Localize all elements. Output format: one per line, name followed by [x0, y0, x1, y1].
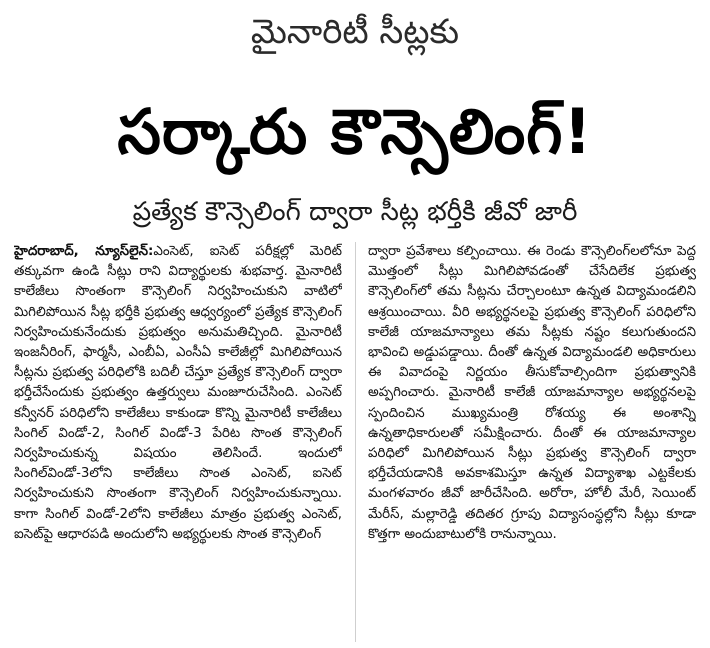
kicker-headline: మైనారిటీ సీట్లకు	[250, 12, 460, 52]
article-column-right	[368, 242, 696, 642]
column-right-text: ద్వారా ప్రవేశాలు కల్పించాయి. ఈ రెండు కౌన్సెలింగ్‌లలోనూ పెద్ద మొత్తంలో సీట్లు మిగిలిపోవడంతో చేసేదిలేక ప్రభుత్వ కౌన్సెలింగ్‌లో తమ సీట్లను చేర్చాలంటూ ఉన్నత విద్యామండలిని ఆశ్రయించాయి. వీరి అభ్యర్థనలపై ప్రభుత్వ కౌన్సెలింగ్ పరిధిలోని కాలేజీ యాజమాన్యాలు తమ సీట్లకు నష్టం కలుగుతుందని భావించి అడ్డుపడ్డాయి. దీంతో ఉన్నత విద్యామండలి అధికారులు ఈ వివాదంపై నిర్ణయం తీసుకోవాల్సిందిగా ప్రభుత్వానికి అప్పగించారు. మైనారిటీ కాలేజీ యాజమాన్యాల అభ్యర్థనలపై స్పందించిన ముఖ్యమంత్రి రోశయ్య ఈ అంశాన్ని ఉన్నతాధికారులతో సమీక్షించారు. దీంతో ఈ యాజమాన్యాల పరిధిలో మిగిలిపోయిన సీట్లు ప్రభుత్వ కౌన్సెలింగ్ ద్వారా భర్తీచేయడానికి అవకాశమిస్తూ ఉన్నత విద్యాశాఖ ఎట్టకేలకు మంగళవారం జీవో జారీచేసింది. అరోరా, హోలీ మేరీ, సెయింట్ మేరీస్, మల్లారెడ్డి తదితర గ్రూపు విద్యాసంస్థల్లోని సీట్లు కూడా కొత్తగా అందుబాటులోకి రానున్నాయి.	[368, 244, 696, 542]
article-body	[14, 242, 696, 642]
dateline: హైదరాబాద్, న్యూస్‌లైన్:	[14, 244, 154, 259]
sub-headline: ప్రత్యేక కౌన్సెలింగ్ ద్వారా సీట్ల భర్తీకి జీవో జారీ	[132, 197, 578, 227]
column-left-text	[14, 242, 342, 545]
article-column-left	[14, 242, 342, 642]
column-left-body: ఎంసెట్, ఐసెట్ పరీక్షల్లో మెరిట్ తక్కువగా ఉండి సీట్లు రాని విద్యార్థులకు శుభవార్త. మైనారిటీ కాలేజీలు సొంతంగా కౌన్సెలింగ్ నిర్వహించుకుని వాటిలో మిగిలిపోయిన సీట్ల భర్తీకి ప్రభుత్వ ఆధ్వర్యంలో ప్రత్యేక కౌన్సెలింగ్ నిర్వహించుకునేందుకు ప్రభుత్వం అనుమతిచ్చింది. మైనారిటీ ఇంజనీరింగ్, ఫార్మసీ, ఎంబీఏ, ఎంసీఏ కాలేజీల్లో మిగిలిపోయిన సీట్లను ప్రభుత్వ పరిధిలోకి బదిలీ చేస్తూ ప్రత్యేక కౌన్సెలింగ్ ద్వారా భర్తీచేసేందుకు ప్రభుత్వం ఉత్తర్వులు మంజూరుచేసింది. ఎంసెట్ కన్వీనర్ పరిధిలోని కాలేజీలు కాకుండా కొన్ని మైనారిటీ కాలేజీలు సింగిల్ విండో-2, సింగిల్ విండో-3 పేరిట సొంత కౌన్సెలింగ్ నిర్వహించుకున్న విషయం తెలిసిందే. ఇందులో సింగిల్‌విండో-3లోని కాలేజీలు సొంత ఎంసెట్, ఐసెట్ నిర్వహించుకుని సొంతంగా కౌన్సెలింగ్ నిర్వహించుకున్నాయి. కాగా సింగిల్ విండో-2లోని కాలేజీలు మాత్రం ప్రభుత్వ ఎంసెట్, ఐసెట్‌పై ఆధారపడి అందులోని అభ్యర్థులకు సొంత కౌన్సెలింగ్	[14, 244, 342, 542]
main-headline: సర్కారు కౌన్సెలింగ్!	[117, 95, 593, 168]
column-divider	[355, 242, 356, 642]
